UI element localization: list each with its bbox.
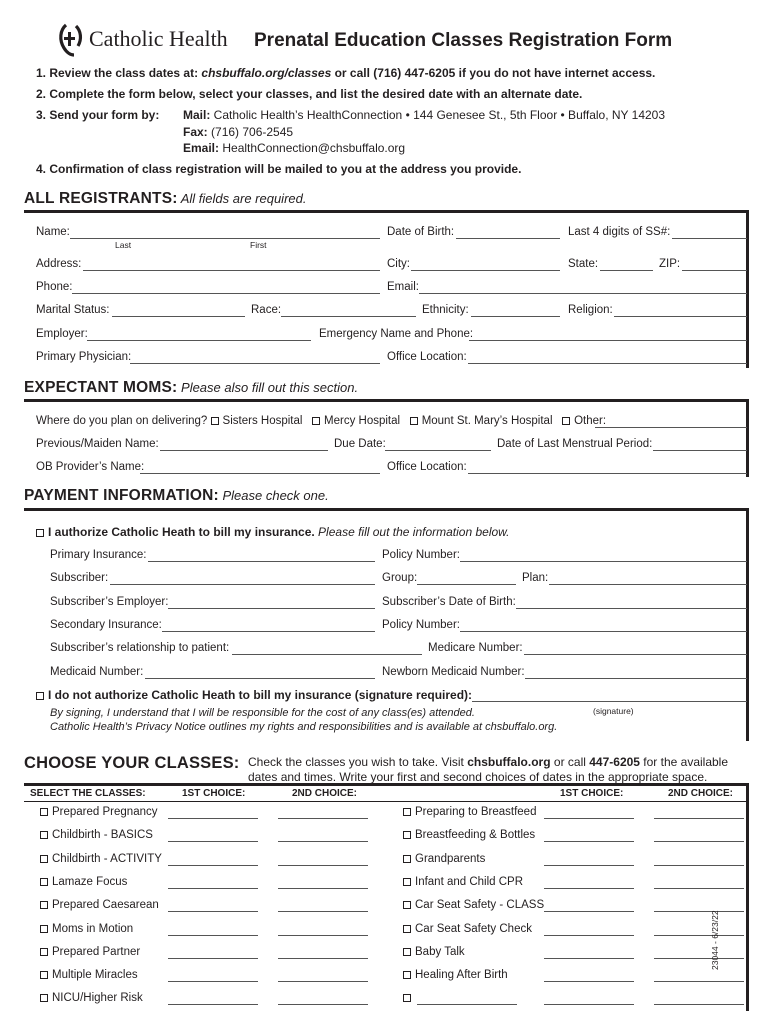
class-name: Prepared Pregnancy <box>52 806 158 818</box>
first-choice-field[interactable] <box>544 911 634 912</box>
state-label: State: <box>568 258 599 270</box>
page-title: Prenatal Education Classes Registration Form <box>254 30 673 51</box>
catholic-health-logo <box>56 22 86 58</box>
address-field[interactable] <box>83 270 380 271</box>
first-choice-field[interactable] <box>168 935 258 936</box>
class-option-right-5[interactable] <box>403 923 532 935</box>
dob-field[interactable] <box>456 238 560 239</box>
hospital-option-mercy[interactable] <box>312 415 400 427</box>
checkbox-icon[interactable] <box>403 994 411 1002</box>
payment-heading <box>24 487 329 505</box>
newborn-medicaid-field[interactable] <box>525 678 747 679</box>
first-choice-field[interactable] <box>168 865 258 866</box>
instruction-step-3: 3. Send your form by: <box>36 108 160 122</box>
emergency-label: Emergency Name and Phone: <box>319 328 474 340</box>
second-choice-field[interactable] <box>654 888 744 889</box>
city-label: City: <box>387 258 410 270</box>
hospital-option-other[interactable] <box>562 415 606 427</box>
group-field[interactable] <box>417 584 516 585</box>
class-name: Healing After Birth <box>415 969 508 982</box>
signature-field[interactable] <box>472 701 747 702</box>
classes-heading: CHOOSE YOUR CLASSES: <box>24 754 240 772</box>
checkbox-icon[interactable] <box>410 417 418 425</box>
newborn-medicaid-label: Newborn Medicaid Number: <box>382 666 525 678</box>
first-choice-field[interactable] <box>168 911 258 912</box>
checkbox-icon[interactable] <box>40 994 48 1002</box>
class-name: Infant and Child CPR <box>415 875 524 888</box>
second-choice-field[interactable] <box>278 888 368 889</box>
class-option-left-3[interactable] <box>40 876 127 888</box>
delivery-question <box>36 415 606 427</box>
instruction-step-1 <box>36 66 655 80</box>
second-choice-field[interactable] <box>278 981 368 982</box>
fax-number <box>183 125 293 139</box>
class-option-right-0[interactable] <box>403 806 536 818</box>
section-subtitle: Please check one. <box>218 488 329 503</box>
group-label: Group: <box>382 572 418 584</box>
primary-insurance-label: Primary Insurance: <box>50 549 147 561</box>
section-title: ALL REGISTRANTS: <box>24 190 178 207</box>
office-location-label: Office Location: <box>387 351 467 363</box>
subscriber-field[interactable] <box>110 584 375 585</box>
second-choice-field[interactable] <box>654 958 744 959</box>
first-choice-field[interactable] <box>168 1004 258 1005</box>
checkbox-icon[interactable] <box>40 971 48 979</box>
policy-number-label: Policy Number: <box>382 549 460 561</box>
instruction-step-4: 4. Confirmation of class registration will be mailed to you at the address you provide. <box>36 162 522 176</box>
expectant-moms-heading <box>24 379 358 397</box>
authorize-text: I authorize Catholic Heath to bill my insurance. <box>48 525 315 539</box>
marital-label: Marital Status: <box>36 304 110 316</box>
hospital-label: Sisters Hospital <box>222 415 303 427</box>
policy-number-field[interactable] <box>460 561 747 562</box>
class-name: Prepared Caesarean <box>52 899 159 912</box>
class-name: NICU/Higher Risk <box>52 992 143 1005</box>
class-option-left-4[interactable] <box>40 899 159 911</box>
class-option-right-8[interactable] <box>403 992 415 1004</box>
class-option-right-1[interactable] <box>403 829 535 841</box>
mail-value: Catholic Health’s HealthConnection • 144 Genesee St., 5th Floor • Buffalo, NY 14203 <box>210 108 666 122</box>
step1-prefix: 1. Review the class dates at: <box>36 66 202 80</box>
plan-label: Plan: <box>522 572 549 584</box>
checkbox-icon[interactable] <box>40 925 48 933</box>
subscriber-dob-label: Subscriber’s Date of Birth: <box>382 596 516 608</box>
section-subtitle: Please also fill out this section. <box>177 380 359 395</box>
checkbox-icon[interactable] <box>403 901 411 909</box>
hospital-label: Mount St. Mary’s Hospital <box>421 415 553 427</box>
second-choice-field[interactable] <box>654 981 744 982</box>
first-choice-field[interactable] <box>544 841 634 842</box>
employer-label: Employer: <box>36 328 88 340</box>
policy-number-2-label: Policy Number: <box>382 619 460 631</box>
ssn-label: Last 4 digits of SS#: <box>568 226 671 238</box>
email-address <box>183 141 405 155</box>
class-name: Prepared Partner <box>52 945 141 958</box>
last-name-hint: Last <box>115 240 132 250</box>
second-choice-header-right: 2ND CHOICE: <box>668 788 734 799</box>
mail-address <box>183 108 665 122</box>
religion-field[interactable] <box>614 316 747 317</box>
due-date-field[interactable] <box>385 450 491 451</box>
second-choice-field[interactable] <box>278 935 368 936</box>
authorize-option[interactable] <box>36 525 510 539</box>
lmp-field[interactable] <box>653 450 747 451</box>
second-choice-field[interactable] <box>278 958 368 959</box>
other-hospital-field[interactable] <box>595 427 747 428</box>
emergency-field[interactable] <box>469 340 747 341</box>
ob-provider-field[interactable] <box>140 473 380 474</box>
second-choice-field[interactable] <box>654 818 744 819</box>
classes-link[interactable]: chsbuffalo.org/classes <box>201 66 332 80</box>
checkbox-icon[interactable] <box>403 948 411 956</box>
class-name: Multiple Miracles <box>52 969 138 982</box>
form-code: 23044 - 6/23/22 <box>710 910 720 970</box>
medicare-label: Medicare Number: <box>428 642 523 654</box>
classes-header-divider <box>24 801 746 802</box>
fax-value: (716) 706-2545 <box>207 125 294 139</box>
checkbox-icon[interactable] <box>403 855 411 863</box>
physician-label: Primary Physician: <box>36 351 132 363</box>
first-choice-field[interactable] <box>544 981 634 982</box>
marital-field[interactable] <box>112 316 245 317</box>
class-name: Moms in Motion <box>52 922 134 935</box>
class-name: Car Seat Safety - CLASS <box>415 899 545 912</box>
email-value[interactable]: HealthConnection@chsbuffalo.org <box>219 141 406 155</box>
section-title: PAYMENT INFORMATION: <box>24 487 219 504</box>
desc-text: Check the classes you wish to take. Visit <box>248 755 468 769</box>
checkbox-icon[interactable] <box>40 948 48 956</box>
authorize-hint: Please fill out the information below. <box>314 525 510 539</box>
secondary-insurance-field[interactable] <box>162 631 375 632</box>
class-option-left-7[interactable] <box>40 969 138 981</box>
second-choice-field[interactable] <box>278 1004 368 1005</box>
class-name: Lamaze Focus <box>52 875 128 888</box>
due-date-label: Due Date: <box>334 438 386 450</box>
class-name: Grandparents <box>415 852 486 865</box>
state-field[interactable] <box>600 270 653 271</box>
second-choice-field[interactable] <box>278 865 368 866</box>
physician-field[interactable] <box>130 363 380 364</box>
name-field[interactable] <box>70 238 380 239</box>
religion-label: Religion: <box>568 304 613 316</box>
second-choice-field[interactable] <box>278 818 368 819</box>
first-choice-field[interactable] <box>544 935 634 936</box>
class-option-left-2[interactable] <box>40 853 162 865</box>
class-name: Baby Talk <box>415 945 465 958</box>
plan-field[interactable] <box>549 584 747 585</box>
phone-label: Phone: <box>36 281 73 293</box>
office-location-field[interactable] <box>468 363 747 364</box>
address-label: Address: <box>36 258 82 270</box>
secondary-insurance-label: Secondary Insurance: <box>50 619 162 631</box>
second-choice-field[interactable] <box>654 911 744 912</box>
checkbox-icon[interactable] <box>40 855 48 863</box>
first-choice-field[interactable] <box>168 818 258 819</box>
race-label: Race: <box>251 304 282 316</box>
city-field[interactable] <box>411 270 560 271</box>
first-choice-field[interactable] <box>168 981 258 982</box>
checkbox-icon[interactable] <box>40 808 48 816</box>
disclaimer-line-1: By signing, I understand that I will be responsible for the cost of any class(es) attended. <box>50 707 475 719</box>
ob-office-field[interactable] <box>468 473 747 474</box>
class-option-left-8[interactable] <box>40 992 143 1004</box>
first-choice-field[interactable] <box>168 888 258 889</box>
race-field[interactable] <box>281 316 416 317</box>
class-name: Preparing to Breastfeed <box>415 806 537 818</box>
second-choice-field[interactable] <box>278 911 368 912</box>
subscriber-employer-field[interactable] <box>168 608 375 609</box>
class-option-left-1[interactable] <box>40 829 153 841</box>
relationship-label: Subscriber’s relationship to patient: <box>50 642 230 654</box>
second-choice-field[interactable] <box>654 865 744 866</box>
classes-description-1 <box>248 755 728 769</box>
class-option-left-5[interactable] <box>40 923 133 935</box>
first-name-hint: First <box>250 240 267 250</box>
delivery-question-text: Where do you plan on delivering? <box>36 415 208 427</box>
class-name: Breastfeeding & Bottles <box>415 829 536 842</box>
relationship-field[interactable] <box>232 654 422 655</box>
desc-text: or call <box>550 755 590 769</box>
zip-label: ZIP: <box>659 258 681 270</box>
select-classes-header: SELECT THE CLASSES: <box>30 788 146 799</box>
second-choice-field[interactable] <box>654 935 744 936</box>
class-option-left-6[interactable] <box>40 946 140 958</box>
disclaimer-line-2: Catholic Health’s Privacy Notice outlines my rights and responsibilities and is available at chsbuffalo.org. <box>50 721 558 733</box>
primary-insurance-field[interactable] <box>148 561 375 562</box>
step1-suffix: or call (716) 447-6205 if you do not have internet access. <box>331 66 656 80</box>
medicaid-field[interactable] <box>145 678 375 679</box>
ethnicity-label: Ethnicity: <box>422 304 469 316</box>
second-choice-field[interactable] <box>654 1004 744 1005</box>
not-authorize-option[interactable] <box>36 688 472 702</box>
brand-name: Catholic Health <box>89 26 228 51</box>
logo-mark-icon <box>56 22 86 58</box>
subscriber-dob-field[interactable] <box>516 608 747 609</box>
checkbox-icon[interactable] <box>312 417 320 425</box>
class-option-right-7[interactable] <box>403 969 508 981</box>
other-class-field[interactable] <box>417 1004 517 1005</box>
fax-label: Fax: <box>183 125 208 139</box>
maiden-name-label: Previous/Maiden Name: <box>36 438 159 450</box>
email-label-reg: Email: <box>387 281 419 293</box>
second-choice-field[interactable] <box>278 841 368 842</box>
checkbox-icon[interactable] <box>403 878 411 886</box>
first-choice-header-left: 1ST CHOICE: <box>182 788 246 799</box>
class-option-right-3[interactable] <box>403 876 523 888</box>
instruction-step-2: 2. Complete the form below, select your classes, and list the desired date with an alternate date. <box>36 87 583 101</box>
checkbox-icon[interactable] <box>403 971 411 979</box>
medicare-field[interactable] <box>524 654 747 655</box>
phone-number: 447-6205 <box>589 755 640 769</box>
maiden-name-field[interactable] <box>160 450 328 451</box>
class-name: Car Seat Safety Check <box>415 922 532 935</box>
section-subtitle: All fields are required. <box>177 191 307 206</box>
employer-field[interactable] <box>87 340 311 341</box>
checkbox-icon[interactable] <box>403 808 411 816</box>
first-choice-field[interactable] <box>544 865 634 866</box>
hospital-label: Other: <box>574 415 607 427</box>
desc-text: for the available <box>639 755 729 769</box>
checkbox-icon[interactable] <box>36 692 44 700</box>
all-registrants-heading <box>24 190 306 208</box>
first-choice-field[interactable] <box>168 841 258 842</box>
section-title: EXPECTANT MOMS: <box>24 379 178 396</box>
first-choice-header-right: 1ST CHOICE: <box>560 788 624 799</box>
lmp-label: Date of Last Menstrual Period: <box>497 438 653 450</box>
checkbox-icon[interactable] <box>36 529 44 537</box>
policy-number-2-field[interactable] <box>460 631 747 632</box>
subscriber-label: Subscriber: <box>50 572 109 584</box>
hospital-label: Mercy Hospital <box>324 415 401 427</box>
class-name: Childbirth - ACTIVITY <box>52 852 162 865</box>
first-choice-field[interactable] <box>544 888 634 889</box>
checkbox-icon[interactable] <box>403 831 411 839</box>
hospital-option-mount-st-marys[interactable] <box>410 415 553 427</box>
phone-field[interactable] <box>72 293 380 294</box>
class-option-right-4[interactable] <box>403 899 544 911</box>
signature-hint: (signature) <box>593 706 634 716</box>
hospital-option-sisters[interactable] <box>211 415 303 427</box>
ethnicity-field[interactable] <box>471 316 560 317</box>
mail-label: Mail: <box>183 108 211 122</box>
first-choice-field[interactable] <box>544 1004 634 1005</box>
email-field[interactable] <box>419 293 747 294</box>
classes-description-2: dates and times. Write your first and second choices of dates in the appropriate space. <box>248 770 708 784</box>
email-label: Email: <box>183 141 220 155</box>
ob-office-label: Office Location: <box>387 461 467 473</box>
checkbox-icon[interactable] <box>40 901 48 909</box>
zip-field[interactable] <box>682 270 747 271</box>
not-authorize-text: I do not authorize Catholic Heath to bill my insurance (signature required): <box>48 688 473 702</box>
checkbox-icon[interactable] <box>211 417 219 425</box>
second-choice-field[interactable] <box>654 841 744 842</box>
medicaid-label: Medicaid Number: <box>50 666 144 678</box>
checkbox-icon[interactable] <box>40 831 48 839</box>
second-choice-header-left: 2ND CHOICE: <box>292 788 358 799</box>
ob-provider-label: OB Provider’s Name: <box>36 461 145 473</box>
class-option-left-0[interactable] <box>40 806 157 818</box>
checkbox-icon[interactable] <box>562 417 570 425</box>
dob-label: Date of Birth: <box>387 226 455 238</box>
class-option-right-2[interactable] <box>403 853 485 865</box>
website-link[interactable]: chsbuffalo.org <box>467 755 551 769</box>
name-label: Name: <box>36 226 70 238</box>
checkbox-icon[interactable] <box>40 878 48 886</box>
ssn-field[interactable] <box>672 238 747 239</box>
first-choice-field[interactable] <box>168 958 258 959</box>
first-choice-field[interactable] <box>544 958 634 959</box>
subscriber-employer-label: Subscriber’s Employer: <box>50 596 169 608</box>
checkbox-icon[interactable] <box>403 925 411 933</box>
class-option-right-6[interactable] <box>403 946 465 958</box>
first-choice-field[interactable] <box>544 818 634 819</box>
class-name: Childbirth - BASICS <box>52 829 153 842</box>
